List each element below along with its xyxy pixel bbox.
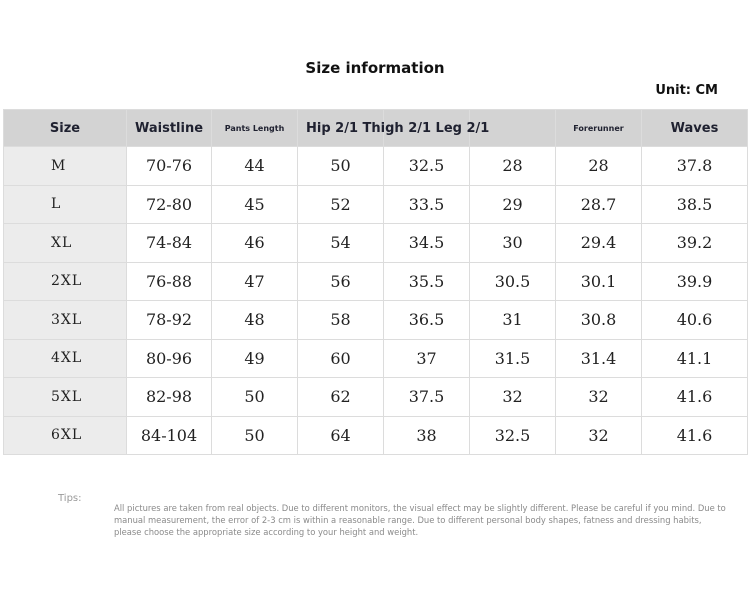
- table-cell: 36.5: [384, 301, 470, 340]
- table-cell: 28: [556, 147, 642, 186]
- table-body: [4, 147, 748, 455]
- size-table: [3, 109, 748, 455]
- table-cell: 39.2: [642, 224, 748, 263]
- table-cell: 84-104: [127, 416, 212, 455]
- table-cell: 74-84: [127, 224, 212, 263]
- table-cell: 32: [470, 378, 556, 417]
- size-cell: L: [4, 185, 127, 224]
- table-cell: 29: [470, 185, 556, 224]
- table-cell: 28.7: [556, 185, 642, 224]
- table-cell: 32: [556, 416, 642, 455]
- table-cell: 37: [384, 339, 470, 378]
- table-row: [4, 224, 748, 263]
- table-cell: 50: [298, 147, 384, 186]
- table-row: [4, 262, 748, 301]
- table-cell: 31: [470, 301, 556, 340]
- table-row: [4, 378, 748, 417]
- table-cell: 38: [384, 416, 470, 455]
- size-cell: XL: [4, 224, 127, 263]
- table-cell: 76-88: [127, 262, 212, 301]
- table-cell: 31.4: [556, 339, 642, 378]
- size-cell: 3XL: [4, 301, 127, 340]
- table-cell: 46: [212, 224, 298, 263]
- header-row: [4, 110, 748, 147]
- header-pants-length: Pants Length: [212, 110, 298, 147]
- tips-text: All pictures are taken from real objects. Due to different monitors, the visual effect may be slightly different. Please be careful if you mind. Due to manual measurement, the error of 2-3 cm is within a reasonable range. Due to different personal body shapes, fatness and dressing habits, please choose the appropriate size according to your height and weight.: [114, 503, 726, 537]
- size-cell: 5XL: [4, 378, 127, 417]
- table-cell: 72-80: [127, 185, 212, 224]
- table-cell: 50: [212, 378, 298, 417]
- table-cell: 78-92: [127, 301, 212, 340]
- table-cell: 70-76: [127, 147, 212, 186]
- table-cell: 64: [298, 416, 384, 455]
- table-cell: 31.5: [470, 339, 556, 378]
- table-cell: 52: [298, 185, 384, 224]
- table-cell: 29.4: [556, 224, 642, 263]
- size-cell: 2XL: [4, 262, 127, 301]
- table-cell: 54: [298, 224, 384, 263]
- header-waistline: Waistline: [127, 110, 212, 147]
- unit-label: Unit: CM: [655, 83, 718, 98]
- table-row: [4, 416, 748, 455]
- size-cell: 6XL: [4, 416, 127, 455]
- header-forerunner: Forerunner: [556, 110, 642, 147]
- table-cell: 56: [298, 262, 384, 301]
- table-cell: 62: [298, 378, 384, 417]
- table-cell: 48: [212, 301, 298, 340]
- table-row: [4, 339, 748, 378]
- table-cell: 32.5: [384, 147, 470, 186]
- table-row: [4, 147, 748, 186]
- table-cell: 80-96: [127, 339, 212, 378]
- header-waves: Waves: [642, 110, 748, 147]
- table-cell: 32.5: [470, 416, 556, 455]
- table-cell: 37.8: [642, 147, 748, 186]
- table-cell: 34.5: [384, 224, 470, 263]
- table-cell: 49: [212, 339, 298, 378]
- size-cell: M: [4, 147, 127, 186]
- table-cell: 38.5: [642, 185, 748, 224]
- table-cell: 47: [212, 262, 298, 301]
- table-cell: 33.5: [384, 185, 470, 224]
- header-hip-thigh-leg: Hip 2/1 Thigh 2/1 Leg 2/1: [298, 110, 384, 147]
- table-cell: 32: [556, 378, 642, 417]
- table-cell: 45: [212, 185, 298, 224]
- table-cell: 41.6: [642, 416, 748, 455]
- table-cell: 30: [470, 224, 556, 263]
- table-cell: 28: [470, 147, 556, 186]
- tips-label: Tips:: [58, 493, 82, 504]
- table-row: [4, 185, 748, 224]
- table-cell: 30.8: [556, 301, 642, 340]
- table-cell: 50: [212, 416, 298, 455]
- header-size: Size: [4, 110, 127, 147]
- page-title: Size information: [305, 59, 445, 77]
- table-cell: 39.9: [642, 262, 748, 301]
- table-cell: 37.5: [384, 378, 470, 417]
- table-cell: 41.1: [642, 339, 748, 378]
- table-cell: 35.5: [384, 262, 470, 301]
- table-cell: 40.6: [642, 301, 748, 340]
- table-cell: 82-98: [127, 378, 212, 417]
- size-cell: 4XL: [4, 339, 127, 378]
- table-cell: 60: [298, 339, 384, 378]
- table-cell: 44: [212, 147, 298, 186]
- table-row: [4, 301, 748, 340]
- table-cell: 41.6: [642, 378, 748, 417]
- table-cell: 30.1: [556, 262, 642, 301]
- table-cell: 30.5: [470, 262, 556, 301]
- table-cell: 58: [298, 301, 384, 340]
